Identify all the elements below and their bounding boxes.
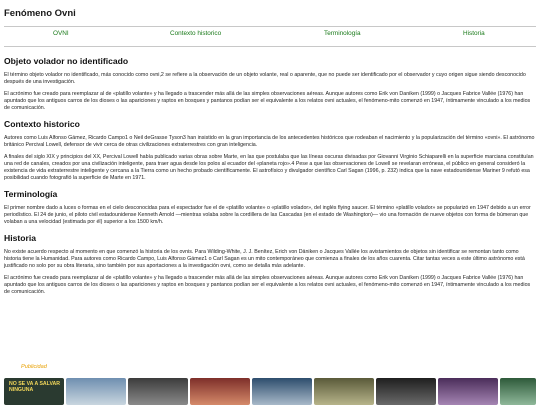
main-content <box>4 56 536 303</box>
paragraph: El primer nombre dado a luces o formas en el cielo desconocidas para el espectador fue el de «platillo volante» o «platillo volador», del inglés flying saucer. El término «platillo volador» se popularizó en 1947 debido a un error periodístico. El 24 de junio, el piloto civil estadounidense Kenneth Arnold —mientras volaba sobre la cordillera de las Cascadas (en el estado de Washington)— vio una formación de nueve objetos con forma de búmeran que volaban a una velocidad (estimada por él) superior a los 1500 km/h. <box>4 205 531 225</box>
ad-strip <box>2 378 538 405</box>
nav-link-contexto-historico[interactable]: Contexto historico <box>170 30 222 37</box>
paragraph: No existe acuerdo respecto al momento en que comenzó la historia de los ovnis. Para Wilding-White, J. J. Benítez, Erich von Däniken o Jacques Vallée los avistamientos de objetos sin identificar se remontan tanto como historia tiene la Humanidad. Para autores como Ricardo Campo, Luis Alfonso Gámez1 o Carl Sagan es un mito contemporáneo que comienza a finales de los años cuarenta. Citar tantas veces a este último astrónomo está justificado no solo por su obra literaria, sino también por sus aportaciones a la investigación ovni, como se detalla más adelante. <box>4 249 525 269</box>
paragraph: A finales del siglo XIX y principios del XX, Percival Lowell había publicado varias obras sobre Marte, en las que postulaba que las líneas oscuras divisadas por Giovanni Virginio Schiaparelli en la superficie marciana constituían una red de canales, creados por una civilización inteligente, para traer agua desde los polos al ecuador del «planeta rojo».4 Pese a que las observaciones de Lowell se revelaran erróneas, el público en general consideró la existencia de vida extraterrestre inteligente y cercana a la Tierra como un hecho probado científicamente. El astrofísico y divulgador científico Carl Sagan (1996, p. 232) indica que la nave estadounidense Mariner 9 refutó esa posibilidad cuando fotografió la superficie de Marte en 1971. <box>4 154 534 181</box>
section-heading: Historia <box>4 233 36 243</box>
site-title: Fenómeno Ovni <box>4 8 76 19</box>
header-divider <box>4 26 536 27</box>
ad-thumbnail-text: NO SE VA A SALVAR NINGUNA <box>9 381 61 393</box>
ad-thumbnail[interactable] <box>190 378 250 405</box>
ad-thumbnail[interactable] <box>4 378 64 405</box>
paragraph: El acrónimo fue creado para reemplazar al de «platillo volante» y ha llegado a trascender más allá de las simples observaciones aéreas. Aunque autores como Erik von Daniken (1999) o Jacques Fabrice Vallée (1976) han apuntado que los antiguos carros de los dioses o las apariciones y raptos en bosques y pantanos podían ser el equivalente a los relatos ovni actuales, el fenómeno-mito comenzó en 1947, íntimamente vinculado a los medios de comunicación. <box>4 91 531 111</box>
nav-link-ovni[interactable]: OVNI <box>53 30 69 37</box>
ad-label: Publicidad <box>21 364 47 370</box>
ad-thumbnail[interactable] <box>252 378 312 405</box>
section-heading: Contexto historico <box>4 119 80 129</box>
section-terminologia <box>4 189 536 226</box>
nav-divider <box>4 46 536 47</box>
paragraph: El término objeto volador no identificado, más conocido como ovni,2 se refiere a la observación de un objeto volante, real o aparente, que no puede ser identificado por el observador y cuyo origen sigue siendo desconocido después de una investigación. <box>4 72 526 85</box>
section-historia <box>4 233 536 296</box>
ad-thumbnail[interactable] <box>66 378 126 405</box>
main-nav <box>0 28 540 42</box>
section-ovni <box>4 56 536 112</box>
ad-thumbnail[interactable] <box>376 378 436 405</box>
section-heading: Objeto volador no identificado <box>4 56 129 66</box>
ad-thumbnail[interactable] <box>500 378 536 405</box>
paragraph: Autores como Luis Alfonso Gámez, Ricardo Campo1 o Neil deGrasse Tyson3 han insistido en la gran importancia de los antecedentes históricos que rodeaban el nacimiento y la popularización del término «ovni». El astrónomo británico Percival Lowell, defensor de vivir cerca de otras civilizaciones extraterrestres con gran inteligencia. <box>4 135 535 148</box>
paragraph: El acrónimo fue creado para reemplazar al de «platillo volante» y ha llegado a trascender más allá de las simples observaciones aéreas. Aunque autores como Erik von Daniken (1999) o Jacques Fabrice Vallée (1976) han apuntado que los antiguos carros de los dioses o las apariciones y raptos en bosques y pantanos podían ser el equivalente a los relatos ovni actuales, el fenómeno-mito comenzó en 1947, íntimamente vinculado a los medios de comunicación. <box>4 275 531 295</box>
ad-thumbnail[interactable] <box>438 378 498 405</box>
section-heading: Terminología <box>4 189 58 199</box>
ad-thumbnail[interactable] <box>128 378 188 405</box>
section-contexto-historico <box>4 119 536 182</box>
nav-link-terminologia[interactable]: Terminología <box>324 30 361 37</box>
ad-thumbnail[interactable] <box>314 378 374 405</box>
nav-link-historia[interactable]: Historia <box>463 30 485 37</box>
